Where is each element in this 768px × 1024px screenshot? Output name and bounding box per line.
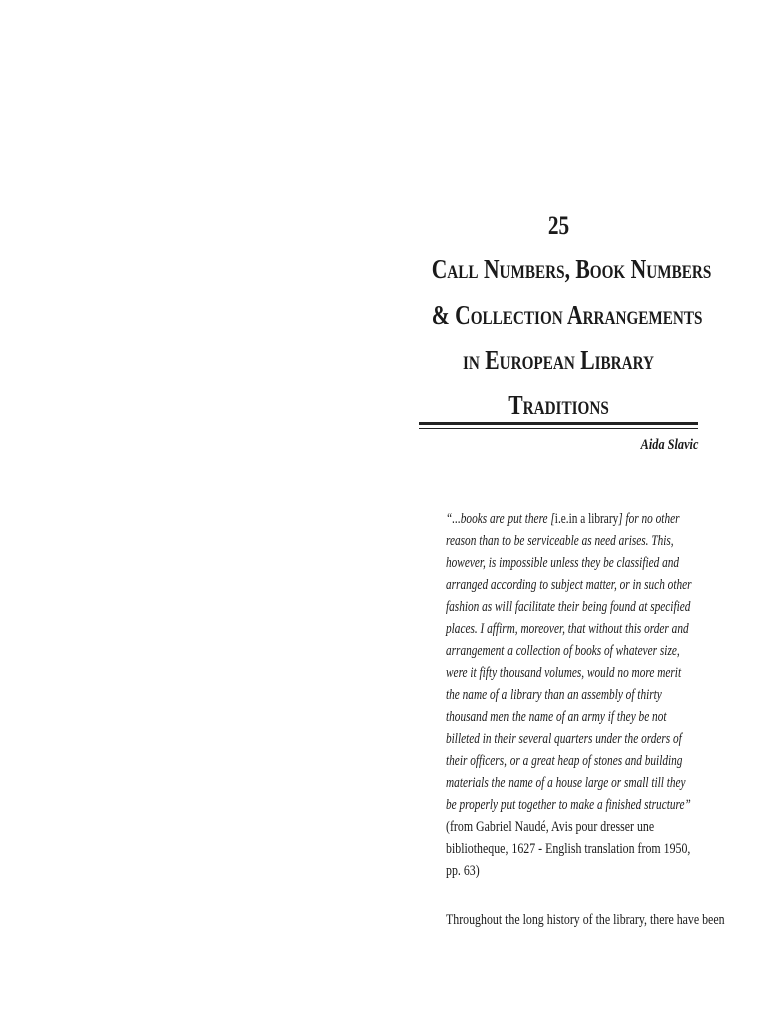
epigraph-line	[446, 508, 680, 530]
epigraph-line: places. I affirm, moreover, that without this order and	[446, 621, 689, 637]
epigraph-line: arrangement a collection of books of whatever size,	[446, 643, 680, 659]
epigraph-line: thousand men the name of an army if they be not	[446, 709, 667, 725]
title-rule-thin	[419, 428, 698, 429]
author-name: Aida Slavic	[640, 437, 698, 453]
chapter-title-line-1: Call Numbers, Book Numbers	[431, 254, 712, 284]
epigraph-line: reason than to be serviceable as need arises. This,	[446, 533, 674, 549]
epigraph-source-line: (from Gabriel Naudé, Avis pour dresser une	[446, 819, 655, 835]
epigraph-source-line: bibliotheque, 1627 - English translation from 1950,	[446, 841, 691, 857]
chapter-number: 25	[547, 211, 570, 240]
epigraph-line: billeted in their several quarters under the orders of	[446, 731, 682, 747]
epigraph-line: their officers, or a great heap of stones and building	[446, 753, 683, 769]
epigraph-inline-roman: i.e.in a library	[554, 511, 619, 527]
chapter-title-line-2: & Collection Arrangements	[431, 300, 703, 330]
epigraph-line: materials the name of a house large or small till they	[446, 775, 686, 791]
epigraph-line: the name of a library than an assembly of thirty	[446, 687, 662, 703]
body-paragraph-first-line: Throughout the long history of the library, there have been	[446, 912, 725, 928]
epigraph-text: ] for no other	[618, 511, 680, 527]
epigraph-line: however, is impossible unless they be classified and	[446, 555, 680, 571]
chapter-title-line-4: Traditions	[508, 390, 609, 420]
epigraph-line: were it fifty thousand volumes, would no more merit	[446, 665, 682, 681]
epigraph-line: be properly put together to make a finished structure”	[446, 797, 691, 813]
epigraph-text: “...books are put there [	[446, 511, 555, 527]
epigraph-line: arranged according to subject matter, or in such other	[446, 577, 692, 593]
epigraph-source-line: pp. 63)	[446, 863, 480, 879]
epigraph-line: fashion as will facilitate their being found at specified	[446, 599, 691, 615]
title-rule-thick	[419, 422, 698, 425]
chapter-title-line-3: in European Library	[462, 345, 655, 375]
